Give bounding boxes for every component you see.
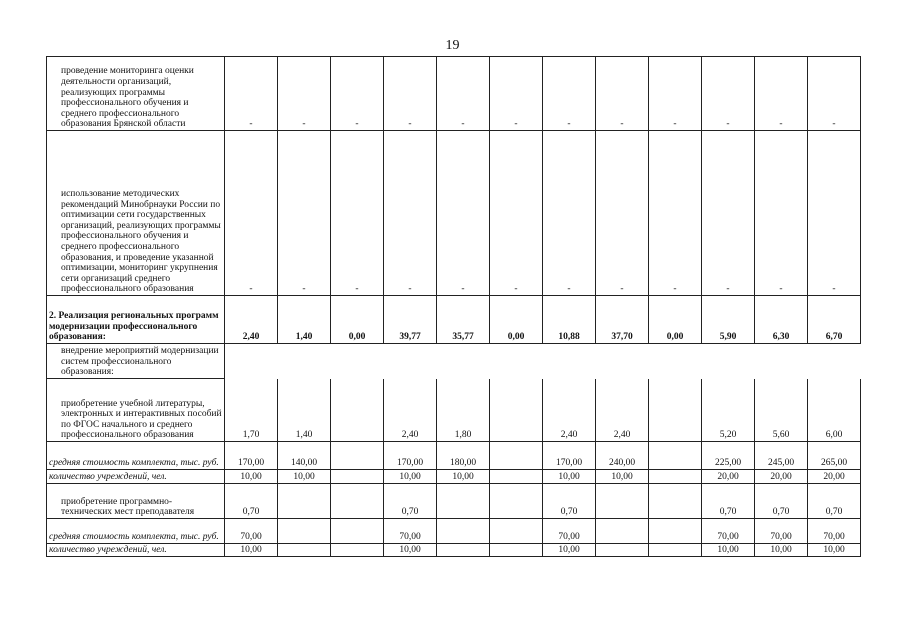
value-cell xyxy=(649,484,702,519)
value-cell xyxy=(649,544,702,557)
value-cell: 1,40 xyxy=(278,296,331,344)
value-cell xyxy=(490,379,543,442)
value-cell: 35,77 xyxy=(437,296,490,344)
value-cell: 10,00 xyxy=(702,544,755,557)
value-cell: 70,00 xyxy=(384,519,437,544)
value-cell: - xyxy=(490,57,543,131)
value-cell: 170,00 xyxy=(543,442,596,470)
row-label-workstations-cost: средняя стоимость комплекта, тыс. руб. xyxy=(47,519,225,544)
value-cell: 10,00 xyxy=(755,544,808,557)
value-cell xyxy=(490,519,543,544)
value-cell xyxy=(596,519,649,544)
value-cell: - xyxy=(490,131,543,296)
value-cell: - xyxy=(384,57,437,131)
table-row-section2 xyxy=(47,296,861,344)
value-cell: 37,70 xyxy=(596,296,649,344)
row-label-textbooks-count: количество учреждений, чел. xyxy=(47,470,225,484)
measures-empty-cell xyxy=(225,344,861,379)
value-cell: - xyxy=(808,131,861,296)
table-row-workstations xyxy=(47,484,861,519)
value-cell: - xyxy=(808,57,861,131)
value-cell xyxy=(437,519,490,544)
value-cell: 70,00 xyxy=(543,519,596,544)
value-cell xyxy=(331,470,384,484)
value-cell: - xyxy=(225,131,278,296)
value-cell: 1,80 xyxy=(437,379,490,442)
value-cell xyxy=(649,442,702,470)
value-cell: - xyxy=(596,57,649,131)
value-cell: 70,00 xyxy=(808,519,861,544)
value-cell: 10,00 xyxy=(543,470,596,484)
value-cell: - xyxy=(437,57,490,131)
value-cell: 245,00 xyxy=(755,442,808,470)
row-label-recommendations: использование методических рекомендаций Минобрнауки России по оптимизации сети государственных организаций, реализующих программы профессионального обучения и среднего профессионального образования, и проведение указанной оптимизации, мониторинг укрупнения сети организаций среднего профессионального образования xyxy=(47,131,225,296)
value-cell: - xyxy=(543,131,596,296)
value-cell xyxy=(331,484,384,519)
table-row-recommendations xyxy=(47,131,861,296)
value-cell: - xyxy=(331,131,384,296)
value-cell xyxy=(649,519,702,544)
value-cell: 10,00 xyxy=(225,470,278,484)
row-label-measures: внедрение мероприятий модернизации систем профессионального образования: xyxy=(47,344,225,379)
value-cell: 0,70 xyxy=(543,484,596,519)
row-label-workstations: приобретение программно-технических мест преподавателя xyxy=(47,484,225,519)
value-cell: 0,00 xyxy=(331,296,384,344)
value-cell: 10,00 xyxy=(543,544,596,557)
value-cell xyxy=(490,544,543,557)
value-cell: 0,70 xyxy=(702,484,755,519)
value-cell: 10,00 xyxy=(278,470,331,484)
value-cell: 20,00 xyxy=(755,470,808,484)
value-cell xyxy=(649,470,702,484)
value-cell: 0,70 xyxy=(808,484,861,519)
value-cell: 6,30 xyxy=(755,296,808,344)
value-cell: - xyxy=(649,57,702,131)
value-cell xyxy=(437,544,490,557)
value-cell: 225,00 xyxy=(702,442,755,470)
value-cell xyxy=(596,484,649,519)
value-cell: 0,00 xyxy=(649,296,702,344)
value-cell: 0,70 xyxy=(384,484,437,519)
value-cell: 265,00 xyxy=(808,442,861,470)
value-cell: 240,00 xyxy=(596,442,649,470)
value-cell: 6,70 xyxy=(808,296,861,344)
value-cell: 10,00 xyxy=(384,470,437,484)
value-cell: 0,70 xyxy=(225,484,278,519)
table-row-textbooks-cost xyxy=(47,442,861,470)
value-cell: 10,00 xyxy=(384,544,437,557)
table-row-textbooks xyxy=(47,379,861,442)
row-label-section2: 2. Реализация региональных программ модернизации профессионального образования: xyxy=(47,296,225,344)
value-cell: 6,00 xyxy=(808,379,861,442)
value-cell xyxy=(596,544,649,557)
value-cell xyxy=(278,484,331,519)
value-cell: 10,00 xyxy=(437,470,490,484)
value-cell xyxy=(490,484,543,519)
table-row-workstations-cost xyxy=(47,519,861,544)
page-number: 19 xyxy=(445,38,460,53)
row-label-monitoring: проведение мониторинга оценки деятельности организаций, реализующих программы профессионального обучения и среднего профессионального образования Брянской области xyxy=(47,57,225,131)
value-cell: 1,40 xyxy=(278,379,331,442)
value-cell: 180,00 xyxy=(437,442,490,470)
table-row-workstations-count xyxy=(47,544,861,557)
value-cell: 170,00 xyxy=(384,442,437,470)
value-cell: 39,77 xyxy=(384,296,437,344)
value-cell: - xyxy=(278,131,331,296)
value-cell xyxy=(490,442,543,470)
value-cell: - xyxy=(755,131,808,296)
value-cell xyxy=(331,519,384,544)
value-cell: - xyxy=(225,57,278,131)
value-cell: 70,00 xyxy=(225,519,278,544)
budget-table xyxy=(46,56,861,557)
value-cell: 0,00 xyxy=(490,296,543,344)
value-cell: - xyxy=(649,131,702,296)
table-row-monitoring xyxy=(47,57,861,131)
value-cell: - xyxy=(543,57,596,131)
value-cell: 2,40 xyxy=(225,296,278,344)
value-cell: 5,60 xyxy=(755,379,808,442)
value-cell: 10,00 xyxy=(225,544,278,557)
value-cell xyxy=(278,519,331,544)
value-cell: 20,00 xyxy=(702,470,755,484)
value-cell xyxy=(331,442,384,470)
value-cell: 2,40 xyxy=(596,379,649,442)
value-cell xyxy=(437,484,490,519)
value-cell xyxy=(490,470,543,484)
value-cell: 1,70 xyxy=(225,379,278,442)
value-cell: - xyxy=(702,131,755,296)
value-cell: 70,00 xyxy=(755,519,808,544)
table-row-measures xyxy=(47,344,861,379)
value-cell: - xyxy=(437,131,490,296)
value-cell: 5,20 xyxy=(702,379,755,442)
value-cell: 10,00 xyxy=(808,544,861,557)
value-cell xyxy=(331,544,384,557)
row-label-workstations-count: количество учреждений, чел. xyxy=(47,544,225,557)
value-cell: - xyxy=(596,131,649,296)
value-cell: 5,90 xyxy=(702,296,755,344)
value-cell: 140,00 xyxy=(278,442,331,470)
value-cell: 20,00 xyxy=(808,470,861,484)
value-cell: - xyxy=(702,57,755,131)
value-cell: 10,00 xyxy=(596,470,649,484)
value-cell: - xyxy=(331,57,384,131)
value-cell xyxy=(649,379,702,442)
value-cell xyxy=(331,379,384,442)
value-cell: - xyxy=(384,131,437,296)
table-row-textbooks-count xyxy=(47,470,861,484)
value-cell: 2,40 xyxy=(384,379,437,442)
row-label-textbooks-cost: средняя стоимость комплекта, тыс. руб. xyxy=(47,442,225,470)
row-label-textbooks: приобретение учебной литературы, электронных и интерактивных пособий по ФГОС начального и среднего профессионального образования xyxy=(47,379,225,442)
value-cell: - xyxy=(755,57,808,131)
value-cell: 2,40 xyxy=(543,379,596,442)
value-cell: 0,70 xyxy=(755,484,808,519)
value-cell: 70,00 xyxy=(702,519,755,544)
value-cell: 170,00 xyxy=(225,442,278,470)
value-cell: - xyxy=(278,57,331,131)
value-cell: 10,88 xyxy=(543,296,596,344)
value-cell xyxy=(278,544,331,557)
